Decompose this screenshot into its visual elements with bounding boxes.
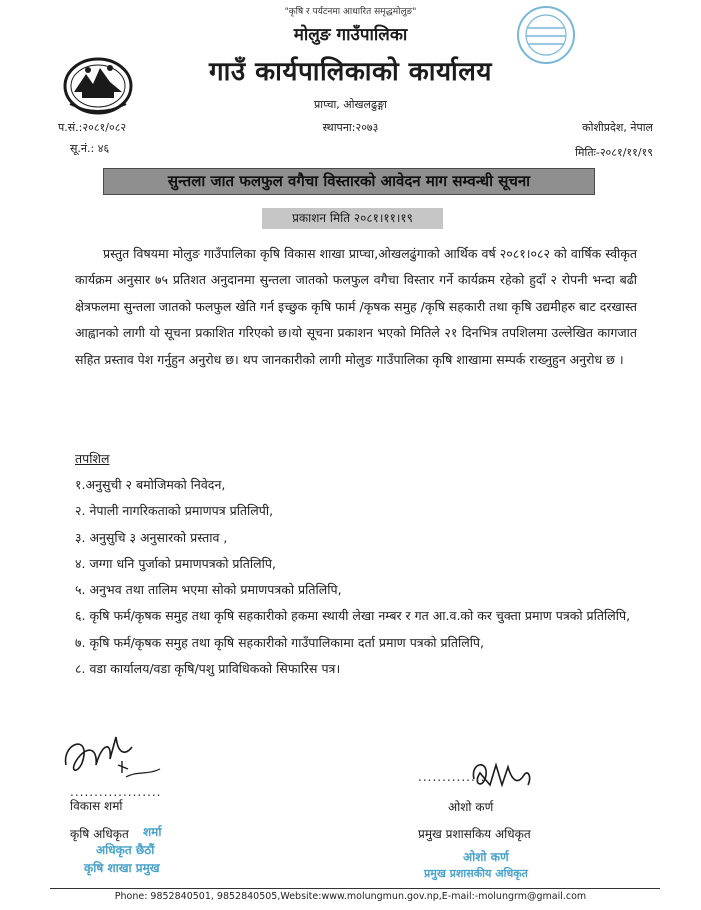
office-name: गाउँ कार्यपालिकाको कार्यालय	[209, 57, 492, 87]
left-stamp-line: कृषि शाखा प्रमुख	[84, 861, 160, 875]
notice-body: प्रस्तुत विषयमा मोलुङ गाउँपालिका कृषि विकास शाखा प्राप्चा,ओखलढुंगाको आर्थिक वर्ष २०८१।०८२ को वार्षिक स्वीकृत कार्यक्रम अनुसार ७५ प्रतिशत अनुदानमा सुन्तला जातको फलफुल वगैचा विस्तार गर्ने कार्यक्रम रहेको हुदाँ २ रोपनी भन्दा बढी क्षेत्रफलमा सुन्तला जातको फलफुल खेति गर्न इच्छुक कृषि फार्म /कृषक समुह /कृषि सहकारी तथा कृषि उद्यमीहरु बाट दरखास्त आह्वानको लागी यो सूचना प्रकाशित गरिएको छ।यो सूचना प्रकाशन भएको मितिले २१ दिनभित्र तपशिलमा उल्लेखित कागजात सहित प्रस्ताव पेश गर्नुहुन अनुरोध छ। थप जानकारीको लागी मोलुङ गाउँपालिका कृषि शाखामा सम्पर्क राख्नुहुन अनुरोध छ ।	[75, 246, 637, 367]
publication-date: प्रकाशन मिति २०८१।११।१९	[262, 208, 443, 229]
list-item: ६. कृषि फर्म/कृषक समुह तथा कृषि सहकारीको हकमा स्थायी लेखा नम्बर र गत आ.व.को कर चुक्ता प्रमाण पत्रको प्रतिलिपि,	[75, 608, 631, 624]
list-item: ३. अनुसुचि ३ अनुसारको प्रस्ताव ,	[75, 529, 228, 545]
list-item: ५. अनुभव तथा तालिम भएमा सोको प्रमाणपत्रको प्रतिलिपि,	[75, 582, 342, 598]
notice-title: सुन्तला जात फलफुल वगैचा विस्तारको आवेदन माग सम्वन्धी सूचना	[103, 168, 595, 195]
footer-divider	[50, 888, 660, 889]
list-item: १.अनुसुची २ बमोजिमको निवेदन,	[75, 477, 226, 492]
footer-contact: Phone: 9852840501, 9852840505,Website:www.molungmun.gov.np,E-mail:-molungrm@gmail.com	[114, 891, 587, 902]
tagline: "कृषि र पर्यटनमा आधारित समृद्धमोलुङ"	[284, 7, 417, 17]
registration-number: सू.नं.: ४६	[70, 142, 110, 155]
letter-date: मितिः-२०८१/११/१९	[575, 146, 653, 159]
list-item: ७. कृषि फर्म/कृषक समुह तथा कृषि सहकारीको गाउँपालिकामा दर्ता प्रमाण पत्रको प्रतिलिपि,	[75, 634, 485, 650]
left-signer-title: कृषि अधिकृत	[70, 827, 129, 841]
left-signature-line: ...................	[70, 785, 162, 799]
right-signature-line: ..............	[418, 770, 486, 784]
left-stamp-line: अधिकृत छैठौं	[96, 843, 155, 857]
required-documents-list	[75, 472, 635, 682]
municipality-name: मोलुङ गाउँपालिका	[293, 25, 408, 45]
reference-number: प.सं.:२०८१/०८२	[58, 121, 127, 134]
right-signer-title: प्रमुख प्रशासकिय अधिकृत	[418, 827, 531, 841]
left-stamp-line: शर्मा	[143, 825, 162, 839]
right-stamp-line: प्रमुख प्रशासकीय अधिकृत	[424, 867, 528, 880]
right-stamp-line: ओशो कर्ण	[463, 850, 509, 864]
left-signature-icon	[56, 725, 166, 785]
office-address: प्राप्चा, ओखलढुङ्गा	[313, 98, 388, 111]
right-signer-name: ओशो कर्ण	[448, 800, 494, 814]
list-item: २. नेपाली नागरिकताको प्रमाणपत्र प्रतिलिपी,	[75, 503, 274, 519]
established-year: स्थापना:२०७३	[322, 121, 379, 134]
schedule-heading: तपशिल	[75, 451, 110, 466]
province: कोशीप्रदेश, नेपाल	[582, 121, 653, 134]
list-item: ४. जग्गा धनि पुर्जाको प्रमाणपत्रको प्रतिलिपि,	[75, 555, 276, 571]
left-signer-name: विकास शर्मा	[70, 799, 123, 813]
list-item: ८. वडा कार्यालय/वडा कृषि/पशु प्राविधिकको सिफारिस पत्र।	[75, 661, 341, 677]
